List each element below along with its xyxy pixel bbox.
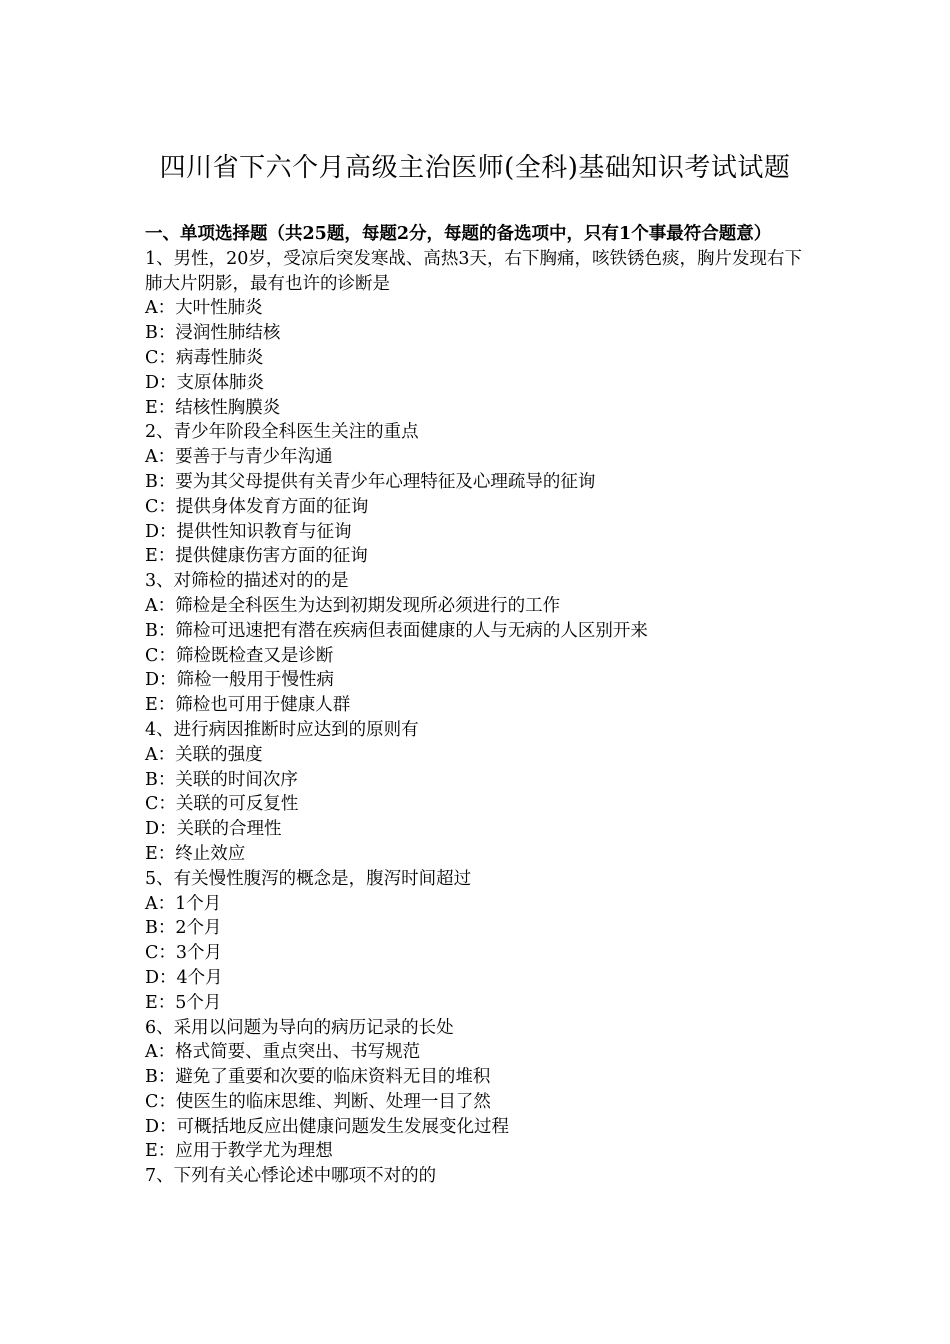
option-c: C：提供身体发育方面的征询 [145, 496, 369, 517]
option-d: D：筛检一般用于慢性病 [145, 670, 335, 691]
option-b: B：避免了重要和次要的临床资料无目的堆积 [145, 1067, 491, 1088]
option-e: E：筛检也可用于健康人群 [145, 695, 351, 716]
question-stem: 3、对筛检的描述对的的是 [145, 571, 349, 592]
question-stem: 5、有关慢性腹泻的概念是，腹泻时间超过 [145, 868, 472, 889]
option-d: D：关联的合理性 [145, 819, 282, 840]
question-list [145, 222, 813, 1189]
option-c: C：病毒性肺炎 [145, 347, 264, 368]
option-c: C：3个月 [145, 943, 223, 964]
option-e: E：结核性胸膜炎 [145, 397, 281, 418]
option-c: C：筛检既检查又是诊断 [145, 645, 334, 666]
section-heading: 一、单项选择题（共25题，每题2分，每题的备选项中，只有1个事最符合题意） [145, 224, 772, 244]
option-d: D：支原体肺炎 [145, 372, 265, 393]
question-stem: 7、下列有关心悸论述中哪项不对的的 [145, 1166, 437, 1187]
option-d: D：可概括地反应出健康问题发生发展变化过程 [145, 1116, 510, 1137]
option-c: C：使医生的临床思维、判断、处理一目了然 [145, 1091, 491, 1112]
question-stem: 1、男性，20岁，受凉后突发寒战、高热3天，右下胸痛，咳铁锈色痰，胸片发现右下肺大片阴影，最有也许的诊断是 [145, 248, 803, 294]
option-b: B：关联的时间次序 [145, 769, 298, 790]
option-c: C：关联的可反复性 [145, 794, 299, 815]
option-b: B：筛检可迅速把有潜在疾病但表面健康的人与无病的人区别开来 [145, 620, 648, 641]
option-b: B：要为其父母提供有关青少年心理特征及心理疏导的征询 [145, 471, 596, 492]
option-a: A：筛检是全科医生为达到初期发现所必须进行的工作 [145, 595, 561, 616]
option-a: A：1个月 [145, 893, 222, 914]
option-e: E：应用于教学尤为理想 [145, 1141, 333, 1162]
document-title: 四川省下六个月高级主治医师(全科)基础知识考试试题 [159, 153, 791, 183]
question-stem: 4、进行病因推断时应达到的原则有 [145, 719, 419, 740]
option-e: E：终止效应 [145, 843, 246, 864]
option-a: A：大叶性肺炎 [145, 298, 263, 319]
question-stem: 2、青少年阶段全科医生关注的重点 [145, 422, 419, 443]
option-a: A：格式简要、重点突出、书写规范 [145, 1042, 421, 1063]
question-stem: 6、采用以问题为导向的病历记录的长处 [145, 1017, 454, 1038]
option-e: E：提供健康伤害方面的征询 [145, 546, 368, 567]
option-e: E：5个月 [145, 992, 222, 1013]
option-b: B：2个月 [145, 918, 222, 939]
option-d: D：提供性知识教育与征询 [145, 521, 352, 542]
option-a: A：要善于与青少年沟通 [145, 447, 333, 468]
option-d: D：4个月 [145, 967, 223, 988]
option-b: B：浸润性肺结核 [145, 323, 281, 344]
option-a: A：关联的强度 [145, 744, 263, 765]
